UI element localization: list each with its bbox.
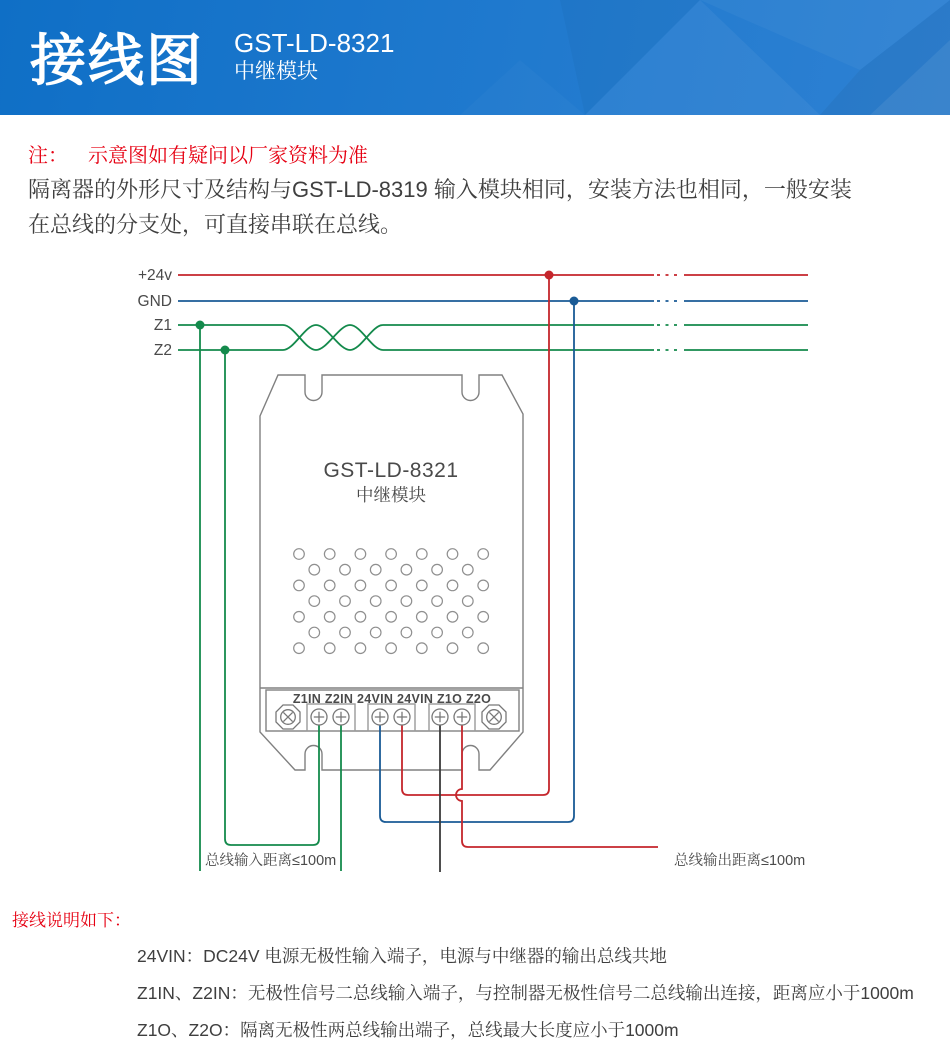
power-junction-dot: [545, 271, 554, 280]
ground-junction-dot: [570, 297, 579, 306]
note-line: [28, 139, 368, 168]
intro-line-2: 在总线的分支处，可直接串联在总线。: [28, 212, 403, 237]
twisted-pair-strand-2: [283, 325, 383, 350]
ground-junction-dots: [570, 297, 579, 306]
z2o-output-wire: [456, 724, 658, 847]
header-banner: [0, 0, 950, 115]
power-bus-label: +24v: [137, 267, 172, 284]
page-title: 接线图: [30, 29, 204, 92]
module-name-label: GST-LD-8321: [323, 459, 459, 482]
instruction-item-z1o-z2o: Z1O、Z2O：隔离无极性两总线输出端子，总线最大长度应小于1000m: [137, 1020, 679, 1040]
instruction-item-z1in-z2in: Z1IN、Z2IN：无极性信号二总线输入端子，与控制器无极性信号二总线输出连接，距离应小于1000m: [137, 983, 914, 1003]
bus-input-distance-label: 总线输入距离≤100m: [205, 853, 337, 869]
ventilation-holes: [294, 549, 489, 654]
instructions-heading: 接线说明如下：: [12, 911, 131, 930]
power-wires-group: [178, 275, 808, 847]
intro-paragraph: [28, 172, 940, 242]
ground-bus-label: GND: [137, 293, 172, 310]
model-number: GST-LD-8321: [234, 28, 395, 58]
instruction-item-24vin: 24VIN：DC24V 电源无极性输入端子，电源与中继器的输出总线共地: [137, 946, 667, 966]
signal-wires-group: [178, 325, 808, 871]
power-junction-dots: [545, 271, 554, 280]
note-label: 注：: [28, 145, 68, 167]
z2-bus-label: Z2: [153, 342, 172, 359]
wiring-diagram: [0, 255, 950, 895]
ground-wires-group: [178, 301, 808, 822]
z1-junction-dot: [196, 321, 205, 330]
z1-bus-label: Z1: [153, 317, 172, 334]
bus-output-distance-label: 总线输出距离≤100m: [674, 853, 806, 869]
module-type-label: 中继模块: [234, 60, 318, 83]
terminal-row-label: Z1IN Z2IN 24VIN 24VIN Z1O Z2O: [292, 692, 492, 706]
module-type-text: 中继模块: [356, 485, 426, 505]
z2-junction-dot: [221, 346, 230, 355]
header-subtitle-block: [234, 28, 394, 85]
z2-to-z1in-wire: [225, 350, 319, 845]
intro-line-1: 隔离器的外形尺寸及结构与GST-LD-8319 输入模块相同，安装方法也相同，一般安装: [28, 177, 852, 202]
gnd-to-24vin-wire: [380, 301, 574, 822]
note-text: 示意图如有疑问以厂家资料为准: [88, 145, 368, 167]
